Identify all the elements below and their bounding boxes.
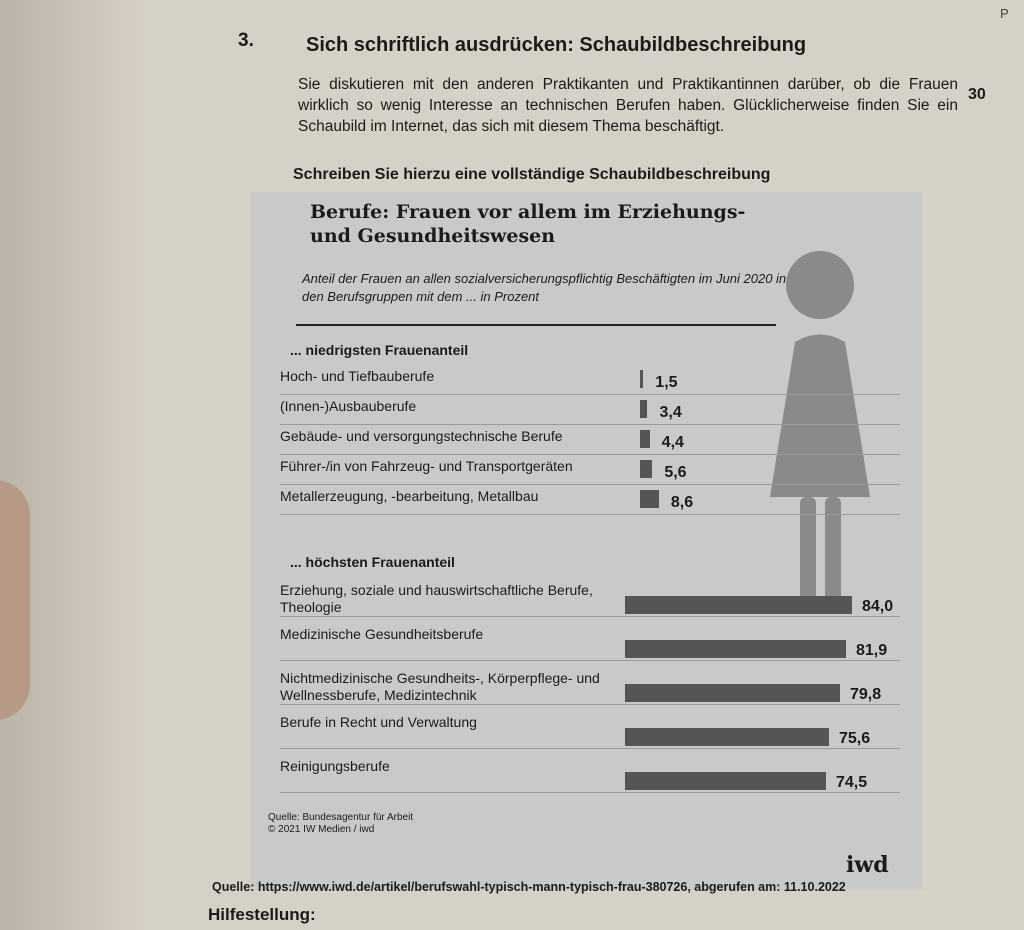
chart-row — [280, 424, 900, 455]
value-label: 1,5 — [655, 374, 678, 391]
bar — [640, 400, 647, 418]
bar — [625, 728, 829, 746]
value-label: 84,0 — [862, 598, 894, 615]
chart-row — [280, 394, 900, 425]
bar — [640, 370, 643, 388]
bar — [640, 490, 659, 508]
bar — [625, 640, 846, 658]
bar — [625, 596, 852, 614]
chart-row — [280, 484, 900, 515]
help-label: Hilfestellung: — [208, 905, 316, 924]
infographic-subtitle: Anteil der Frauen an allen sozialversicherungspflichtig Beschäftigten im Juni 2020 in den Berufsgruppen mit dem ... in Prozent — [302, 271, 787, 304]
bar — [640, 460, 652, 478]
chart-row — [280, 666, 900, 705]
section-low-heading: ... niedrigsten Frauenanteil — [290, 342, 469, 358]
points-value: 30 — [968, 86, 986, 103]
iwd-logo: iwd — [846, 852, 889, 878]
value-label: 5,6 — [664, 464, 687, 481]
instruction-text: Schreiben Sie hierzu eine vollständige Schaubildbeschreibung — [293, 166, 771, 183]
value-label: 4,4 — [661, 434, 684, 451]
category-label: Metallerzeugung, -bearbeitung, Metallbau — [280, 488, 539, 504]
background-shade — [0, 0, 150, 930]
chart-row — [280, 578, 900, 617]
value-label: 79,8 — [850, 686, 882, 703]
chart-row — [280, 454, 900, 485]
category-label: Gebäude- und versorgungstechnische Berufe — [280, 428, 563, 444]
source-line: Quelle: Bundesagentur für Arbeit — [268, 812, 414, 823]
category-label: Erziehung, soziale und hauswirtschaftliche Berufe, Theologie — [280, 582, 593, 615]
section-high-heading: ... höchsten Frauenanteil — [290, 554, 455, 570]
category-label: Hoch- und Tiefbauberufe — [280, 368, 435, 384]
task-number: 3. — [238, 30, 254, 51]
value-label: 8,6 — [670, 494, 694, 511]
bar — [625, 772, 826, 790]
value-label: 81,9 — [856, 642, 888, 659]
chart-row — [280, 710, 900, 749]
value-label: 74,5 — [836, 774, 868, 791]
infographic — [250, 192, 922, 890]
category-label: (Innen-)Ausbauberufe — [280, 398, 417, 414]
thumb-photo-artifact — [0, 480, 30, 720]
title-rule — [296, 324, 776, 326]
value-label: 3,4 — [659, 404, 682, 421]
value-label: 75,6 — [839, 730, 871, 747]
bar — [640, 430, 650, 448]
copyright-line: © 2021 IW Medien / iwd — [268, 824, 375, 835]
source-block — [268, 812, 413, 836]
category-label: Berufe in Recht und Verwaltung — [280, 714, 477, 730]
category-label: Nichtmedizinische Gesundheits-, Körperpflege- und Wellnessberufe, Medizintechnik — [280, 670, 600, 703]
bar — [625, 684, 840, 702]
category-label: Medizinische Gesundheitsberufe — [280, 626, 484, 642]
infographic-title: Berufe: Frauen vor allem im Erziehungs- und Gesundheitswesen — [310, 201, 746, 247]
category-label: Führer-/in von Fahrzeug- und Transportgeräten — [280, 458, 573, 474]
chart-row — [280, 364, 900, 395]
category-label: Reinigungsberufe — [280, 758, 390, 774]
chart-row — [280, 754, 900, 793]
intro-paragraph: Sie diskutieren mit den anderen Praktikanten und Praktikantinnen darüber, ob die Frauen wirklich so wenig Interesse an technischen Berufen haben. Glücklicherweise finden Sie ein Schaubild im Internet, das sich mit diesem Thema beschäftigt. — [298, 76, 958, 135]
corner-letter: P — [1000, 6, 1009, 21]
task-title: Sich schriftlich ausdrücken: Schaubildbeschreibung — [306, 34, 807, 56]
citation: Quelle: https://www.iwd.de/artikel/berufswahl-typisch-mann-typisch-frau-380726, abgerufen am: 11.10.2022 — [212, 880, 846, 894]
chart-row — [280, 622, 900, 661]
